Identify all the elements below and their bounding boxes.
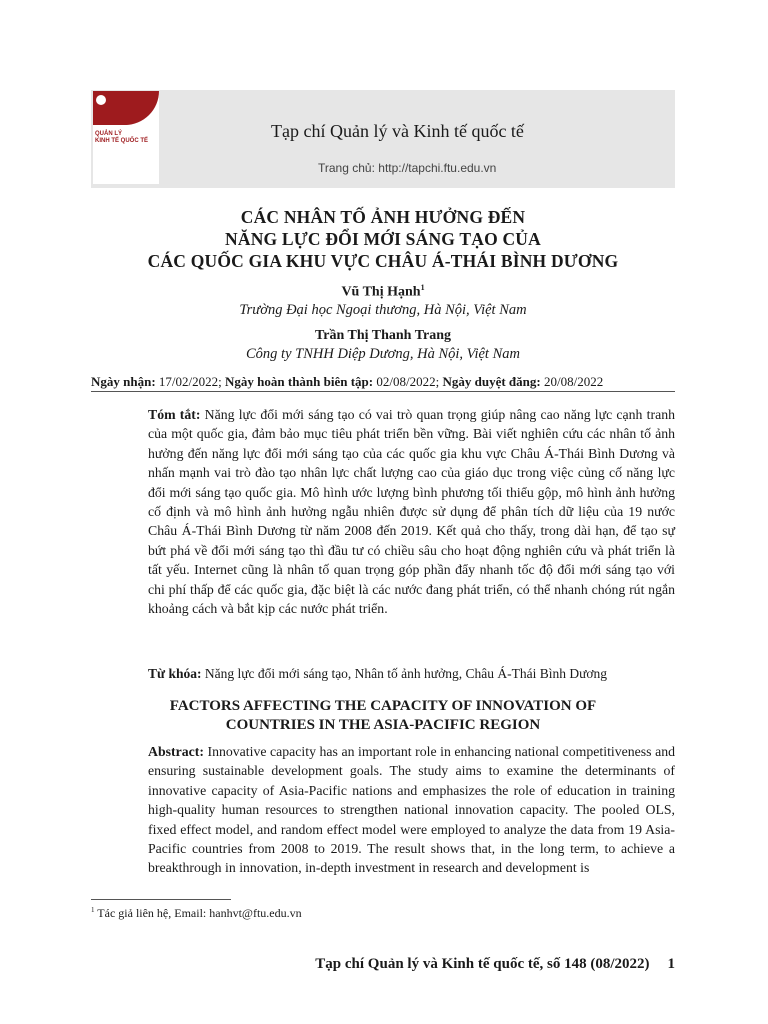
logo-text	[95, 131, 157, 145]
footnote-divider	[91, 899, 231, 900]
footnote	[91, 906, 302, 921]
accepted-label: Ngày duyệt đăng:	[442, 374, 541, 389]
keywords-label: Từ khóa:	[148, 666, 202, 681]
accepted-date: 20/08/2022	[543, 374, 604, 389]
title-line2: NĂNG LỰC ĐỔI MỚI SÁNG TẠO CỦA	[225, 229, 541, 249]
abstract-vi-text: Năng lực đổi mới sáng tạo có vai trò quan trọng giúp nâng cao năng lực cạnh tranh của một quốc gia, đảm bảo mục tiêu phát triển bền vững. Bài viết nghiên cứu các nhân tố ảnh hưởng đến năng lực đổi mới sáng tạo của các quốc gia khu vực Châu Á-Thái Bình Dương và nhấn mạnh vai trò đào tạo nhân lực chất lượng cao của giáo dục trong việc củng cố năng lực đổi mới sáng tạo quốc gia. Mô hình ước lượng bình phương tối thiểu gộp, mô hình ảnh hưởng cố định và mô hình ảnh hưởng ngẫu nhiên được sử dụng để phân tích dữ liệu của 19 nước Châu Á-Thái Bình Dương từ năm 2008 đến 2019. Kết quả cho thấy, trong dài hạn, để tạo sự bứt phá về đổi mới sáng tạo thì đầu tư có chiều sâu cho hoạt động nghiên cứu và phát triển là tất yếu. Internet cũng là nhân tố quan trọng góp phần đẩy nhanh tốc độ đổi mới sáng tạo với chi phí thấp để các quốc gia, đặc biệt là các nước đang phát triển, có thể nhanh chóng rút ngắn khoảng cách và bắt kịp các nước phát triển.	[148, 407, 675, 617]
revised-label: Ngày hoàn thành biên tập:	[225, 374, 374, 389]
abstract-en-label: Abstract:	[148, 744, 204, 759]
abstract-english	[148, 742, 675, 894]
author-1-affiliation: Trường Đại học Ngoại thương, Hà Nội, Việt Nam	[239, 302, 527, 318]
logo-emblem	[96, 95, 106, 105]
homepage-label: Trang chủ:	[318, 161, 375, 175]
abstract-vietnamese	[148, 405, 675, 618]
running-footer	[315, 956, 675, 973]
title-line1: CÁC NHÂN TỐ ẢNH HƯỞNG ĐẾN	[240, 207, 526, 227]
abstract-en-text: Innovative capacity has an important role in enhancing national competitiveness and ensuring sustainable development goals. The study aims to examine the determinants of innovative capacity of Asia-Pacific nations and emphasizes the role of education in training high-quality human resources to strengthen national innovation capacity. The pooled OLS, fixed effect model, and random effect model were employed to analyze the data from 19 Asia-Pacific countries from 2008 to 2019. The result shows that, in the long term, to achieve a breakthrough in innovation, in-depth investment in research and development is	[148, 744, 675, 876]
footnote-text: Tác giả liên hệ, Email: hanhvt@ftu.edu.vn	[97, 906, 302, 920]
logo-line2: KINH TẾ QUỐC TẾ	[95, 138, 149, 144]
journal-header	[91, 90, 675, 188]
journal-title: Tạp chí Quản lý và Kinh tế quốc tế	[271, 121, 524, 141]
author-2	[91, 328, 675, 344]
homepage-link[interactable]: http://tapchi.ftu.edu.vn	[378, 161, 497, 175]
english-title	[91, 697, 675, 735]
english-title-line2: COUNTRIES IN THE ASIA-PACIFIC REGION	[225, 717, 541, 733]
author-1-name: Vũ Thị Hạnh	[341, 284, 421, 300]
article-title	[91, 206, 675, 272]
english-title-line1: FACTORS AFFECTING THE CAPACITY OF INNOVATION OF	[169, 698, 597, 714]
author-1	[91, 283, 675, 301]
keywords-text: Năng lực đổi mới sáng tạo, Nhân tố ảnh hưởng, Châu Á-Thái Bình Dương	[204, 666, 608, 681]
article-dates	[91, 374, 675, 392]
author-2-name: Trần Thị Thanh Trang	[314, 328, 452, 343]
footnote-mark: 1	[91, 906, 95, 914]
received-date: 17/02/2022;	[158, 374, 222, 389]
revised-date: 02/08/2022;	[376, 374, 440, 389]
homepage-line	[318, 161, 496, 175]
author-1-footnote-mark: 1	[420, 283, 425, 292]
logo-red-band	[93, 91, 159, 125]
title-line3: CÁC QUỐC GIA KHU VỰC CHÂU Á-THÁI BÌNH DƯƠNG	[147, 251, 619, 271]
journal-logo	[93, 91, 159, 184]
page-number: 1	[667, 956, 675, 972]
received-label: Ngày nhận:	[91, 374, 156, 389]
logo-line1: QUẢN LÝ	[95, 131, 122, 137]
keywords	[148, 666, 675, 682]
footer-journal-issue: Tạp chí Quản lý và Kinh tế quốc tế, số 148 (08/2022)	[315, 956, 650, 972]
abstract-vi-label: Tóm tắt:	[148, 407, 201, 422]
author-2-affiliation: Công ty TNHH Diệp Dương, Hà Nội, Việt Nam	[246, 346, 520, 362]
